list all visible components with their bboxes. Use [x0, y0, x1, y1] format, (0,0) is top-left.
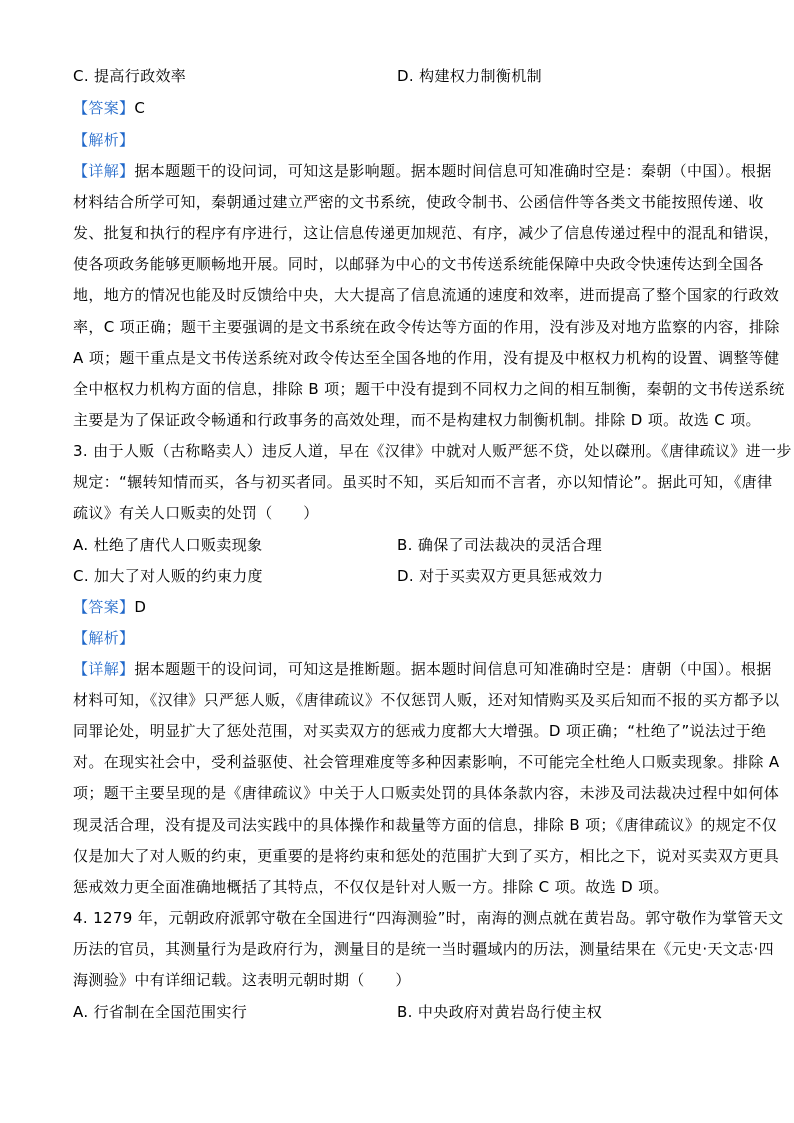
q2-detail-line: 全中枢权力机构方面的信息，排除 B 项；题干中没有提到不同权力之间的相互制衡，秦朝的文书传送系统 [73, 380, 785, 398]
q3-option-d: D. 对于买卖双方更具惩戒效力 [397, 567, 604, 585]
q2-detail-line: A 项；题干重点是文书传送系统对政令传达至全国各地的作用，没有提及中枢权力机构的设置、调整等健 [73, 349, 780, 367]
detail-text: 据本题题干的设问词，可知这是推断题。据本题时间信息可知准确时空是：唐朝（中国）。根据 [134, 660, 772, 678]
q3-detail-line: 惩戒效力更全面准确地概括了其特点，不仅仅是针对人贩一方。排除 C 项。故选 D 项。 [73, 878, 669, 896]
answer-value: D [134, 598, 147, 616]
q3-option-b: B. 确保了司法裁决的灵活合理 [397, 536, 603, 554]
q3-detail-line: 对。在现实社会中，受利益驱使、社会管理难度等多种因素影响，不可能完全杜绝人口贩卖现象。排除 A [73, 753, 780, 771]
q2-detail-line: 地，地方的情况也能及时反馈给中央，大大提高了信息流通的速度和效率，进而提高了整个国家的行政效 [73, 286, 780, 304]
q3-detail-line: 项；题干主要呈现的是《唐律疏议》中关于人口贩卖处罚的具体条款内容，未涉及司法裁决过程中如何体 [73, 784, 780, 802]
q4-option-b: B. 中央政府对黄岩岛行使主权 [397, 1003, 603, 1021]
q3-stem-line: 疏议》有关人口贩卖的处罚（ ） [73, 504, 319, 522]
q3-option-a: A. 杜绝了唐代人口贩卖现象 [73, 536, 263, 554]
q2-answer [73, 97, 145, 119]
q3-analysis-label: 【解析】 [73, 629, 135, 647]
q2-detail-line: 材料结合所学可知，秦朝通过建立严密的文书系统，使政令制书、公函信件等各类文书能按照传递、收 [73, 193, 764, 211]
q3-detail-line: 材料可知，《汉律》只严惩人贩，《唐律疏议》不仅惩罚人贩，还对知情购买及买后知而不报的买方都予以 [73, 691, 780, 709]
answer-value: C [134, 99, 146, 117]
q4-option-a: A. 行省制在全国范围实行 [73, 1003, 248, 1021]
answer-label: 【答案】 [73, 99, 135, 117]
q2-detail-line: 使各项政务能够更顺畅地开展。同时，以邮驿为中心的文书传送系统能保障中央政令快速传达到全国各 [73, 255, 764, 273]
q2-detail-line: 率，C 项正确；题干主要强调的是文书系统在政令传达等方面的作用，没有涉及对地方监察的内容，排除 [73, 318, 780, 336]
q3-detail-line [73, 658, 772, 680]
q3-detail-line: 现灵活合理，没有提及司法实践中的具体操作和裁量等方面的信息，排除 B 项；《唐律疏议》的规定不仅 [73, 816, 778, 834]
q3-stem-line: 规定：“辗转知情而买，各与初买者同。虽买时不知，买后知而不言者，亦以知情论”。据此可知，《唐律 [73, 473, 773, 491]
q3-detail-line: 同罪论处，明显扩大了惩处范围，对买卖双方的惩戒力度都大大增强。D 项正确；“杜绝了”说法过于绝 [73, 722, 767, 740]
q3-stem-line: 3. 由于人贩（古称略卖人）违反人道，早在《汉律》中就对人贩严惩不贷，处以磔刑。《唐律疏议》进一步 [73, 442, 792, 460]
q3-answer [73, 596, 146, 618]
q4-stem-line: 4. 1279 年，元朝政府派郭守敬在全国进行“四海测验”时，南海的测点就在黄岩岛。郭守敬作为掌管天文 [73, 909, 784, 927]
detail-label: 【详解】 [73, 162, 135, 180]
q2-detail-line [73, 160, 772, 182]
q2-detail-line: 发、批复和执行的程序有序进行，这让信息传递更加规范、有序，减少了信息传递过程中的混乱和错误， [73, 224, 780, 242]
q4-stem-line: 海测验》中有详细记载。这表明元朝时期（ ） [73, 971, 411, 989]
q2-option-c: C. 提高行政效率 [73, 67, 187, 85]
q4-stem-line: 历法的官员，其测量行为是政府行为，测量目的是统一当时疆域内的历法，测量结果在《元史·天文志·四 [73, 940, 774, 958]
q2-analysis-label: 【解析】 [73, 131, 135, 149]
detail-label: 【详解】 [73, 660, 135, 678]
q2-detail-line: 主要是为了保证政令畅通和行政事务的高效处理，而不是构建权力制衡机制。排除 D 项。故选 C 项。 [73, 411, 761, 429]
detail-text: 据本题题干的设问词，可知这是影响题。据本题时间信息可知准确时空是：秦朝（中国）。根据 [134, 162, 772, 180]
q2-option-d: D. 构建权力制衡机制 [397, 67, 542, 85]
q3-option-c: C. 加大了对人贩的约束力度 [73, 567, 263, 585]
q3-detail-line: 仅是加大了对人贩的约束，更重要的是将约束和惩处的范围扩大到了买方，相比之下，说对买卖双方更具 [73, 847, 780, 865]
answer-label: 【答案】 [73, 598, 135, 616]
